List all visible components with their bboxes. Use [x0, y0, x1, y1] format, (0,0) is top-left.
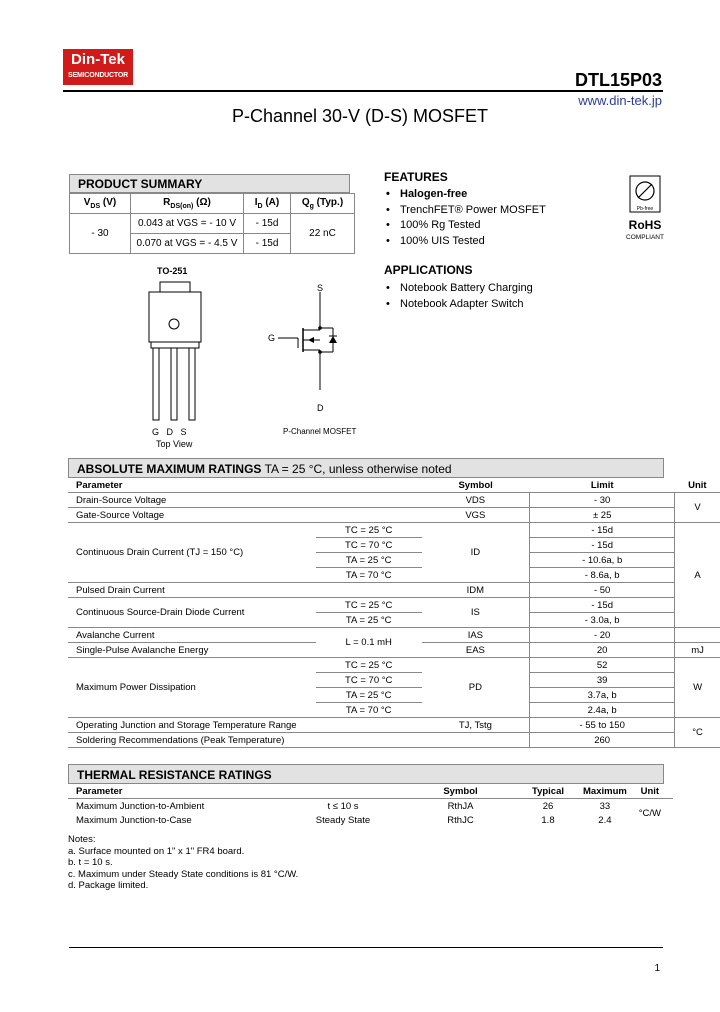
amr-symbol: VGS [422, 508, 530, 523]
amr-limit: - 55 to 150 [530, 718, 675, 733]
note-item: b. t = 10 s. [68, 857, 113, 868]
thermal-col-parameter: Parameter [76, 785, 123, 797]
notes [68, 834, 298, 892]
amr-condition: TA = 70 °C [316, 703, 422, 718]
amr-limit: 3.7a, b [530, 688, 675, 703]
schematic-s-label: S [317, 283, 324, 293]
note-item: d. Package limited. [68, 880, 149, 891]
pb-free-label: Pb-free [636, 206, 654, 212]
features-list [386, 187, 546, 249]
thermal-table [68, 784, 673, 827]
amr-unit: V [675, 493, 720, 523]
thermal-maximum: 33 [599, 800, 611, 812]
thermal-param: Maximum Junction-to-Case [76, 814, 192, 826]
thermal-typical: 1.8 [541, 814, 555, 826]
amr-symbol: VDS [422, 493, 530, 508]
thermal-col-symbol: Symbol [443, 785, 478, 797]
amr-condition: TA = 70 °C [316, 568, 422, 583]
rohs-label: RoHS [628, 218, 662, 232]
amr-symbol: EAS [422, 643, 530, 658]
id-value-1: - 15d [244, 214, 291, 234]
applications-heading: APPLICATIONS [384, 263, 473, 277]
amr-symbol: ID [422, 523, 530, 583]
col-rds: $R_{DS(on)}$ (Ω) [131, 194, 244, 214]
feature-item: • TrenchFET® Power MOSFET [386, 203, 546, 219]
amr-limit: - 10.6a, b [530, 553, 675, 568]
amr-limit: 39 [530, 673, 675, 688]
thermal-param: Maximum Junction-to-Ambient [76, 800, 205, 812]
amr-condition: TA = 25 °C [316, 688, 422, 703]
amr-col-unit: Unit [675, 478, 720, 493]
amr-param: Pulsed Drain Current [68, 583, 316, 598]
package-pins: G D S [152, 427, 187, 437]
amr-col-parameter: Parameter [68, 478, 316, 493]
logo-main-text: Din-Tek [71, 51, 125, 68]
feature-item: • Halogen-free [386, 187, 546, 203]
amr-condition: TC = 70 °C [316, 538, 422, 553]
amr-unit: °C [675, 718, 720, 748]
amr-condition: TA = 25 °C [316, 613, 422, 628]
thermal-col-maximum: Maximum [583, 785, 627, 797]
amr-param: Soldering Recommendations (Peak Temperature) [68, 733, 316, 748]
application-item: • Notebook Adapter Switch [386, 297, 533, 313]
page-number: 1 [654, 963, 660, 974]
thermal-condition: Steady State [315, 814, 371, 826]
rds-value-1: 0.043 at VGS = - 10 V [131, 214, 244, 234]
amr-symbol: IDM [422, 583, 530, 598]
amr-heading [68, 458, 664, 478]
col-vds: $V_{DS}$ (V) [70, 194, 131, 214]
note-item: a. Surface mounted on 1" x 1" FR4 board. [68, 845, 245, 857]
feature-item: • 100% UIS Tested [386, 234, 546, 250]
features-heading: FEATURES [384, 170, 448, 184]
company-logo [63, 49, 133, 85]
note-item: c. Maximum under Steady State conditions is 81 °C/W. [68, 868, 299, 880]
amr-limit: - 8.6a, b [530, 568, 675, 583]
thermal-symbol: RthJC [447, 814, 474, 826]
id-value-2: - 15d [244, 234, 291, 254]
amr-symbol: IS [422, 598, 530, 628]
amr-param: Single-Pulse Avalanche Energy [68, 643, 316, 658]
amr-heading-title: ABSOLUTE MAXIMUM RATINGS [77, 462, 262, 476]
amr-symbol: IAS [422, 628, 530, 643]
amr-limit: - 30 [530, 493, 675, 508]
logo-sub-text: SEMICONDUCTOR [68, 72, 128, 79]
vds-value: - 30 [70, 214, 131, 254]
amr-param: Drain-Source Voltage [68, 493, 316, 508]
amr-param: Avalanche Current [68, 628, 316, 643]
amr-col-limit: Limit [530, 478, 675, 493]
amr-condition: TC = 25 °C [316, 523, 422, 538]
page-title: P-Channel 30-V (D-S) MOSFET [231, 106, 489, 126]
rds-value-2: 0.070 at VGS = - 4.5 V [131, 234, 244, 254]
thermal-maximum: 2.4 [598, 814, 612, 826]
part-number: DTL15P03 [574, 70, 662, 90]
amr-unit: mJ [675, 643, 720, 658]
amr-condition: TC = 70 °C [316, 673, 422, 688]
thermal-col-typical: Typical [531, 785, 565, 797]
feature-item: • 100% Rg Tested [386, 218, 546, 234]
amr-heading-condition: TA = 25 °C, unless otherwise noted [264, 462, 452, 476]
package-view: Top View [156, 439, 193, 449]
schematic-caption: P-Channel MOSFET [283, 427, 357, 436]
amr-symbol: TJ, Tstg [422, 718, 530, 733]
amr-limit: - 50 [530, 583, 675, 598]
col-id: $I_D$ (A) [244, 194, 291, 214]
thermal-typical: 26 [542, 800, 554, 812]
amr-param: Continuous Source-Drain Diode Current [68, 598, 316, 628]
amr-limit: - 15d [530, 598, 675, 613]
amr-condition: TA = 25 °C [316, 553, 422, 568]
schematic-g-label: G [268, 333, 276, 343]
amr-limit: ± 25 [530, 508, 675, 523]
thermal-unit: °C/W [638, 807, 661, 819]
amr-unit: A [675, 523, 720, 628]
amr-limit: - 20 [530, 628, 675, 643]
website-link[interactable]: www.din-tek.jp [578, 93, 662, 108]
amr-condition: TC = 25 °C [316, 598, 422, 613]
applications-list [386, 281, 533, 312]
footer-rule [69, 947, 663, 948]
notes-heading: Notes: [68, 834, 96, 845]
qg-value: 22 nC [291, 214, 355, 254]
amr-limit: 2.4a, b [530, 703, 675, 718]
amr-condition: TC = 25 °C [316, 658, 422, 673]
product-summary-table [69, 193, 355, 254]
rohs-compliant: COMPLIANT [626, 234, 664, 241]
amr-limit: - 15d [530, 523, 675, 538]
col-qg: $Q_g$ (Typ.) [291, 194, 355, 214]
thermal-condition: t ≤ 10 s [327, 800, 359, 812]
amr-limit: 260 [530, 733, 675, 748]
amr-param: Operating Junction and Storage Temperature Range [68, 718, 316, 733]
schematic-d-label: D [317, 403, 324, 413]
package-name: TO-251 [157, 266, 188, 276]
thermal-heading: THERMAL RESISTANCE RATINGS [68, 764, 664, 784]
amr-limit: - 15d [530, 538, 675, 553]
amr-limit: 52 [530, 658, 675, 673]
mosfet-symbol-icon [270, 280, 350, 404]
package-drawing [140, 280, 210, 430]
amr-param: Maximum Power Dissipation [68, 658, 316, 718]
amr-table [68, 478, 720, 748]
product-summary-heading: PRODUCT SUMMARY [69, 174, 350, 193]
amr-limit: - 3.0a, b [530, 613, 675, 628]
amr-unit: W [675, 658, 720, 718]
thermal-symbol: RthJA [447, 800, 474, 812]
thermal-col-unit: Unit [640, 785, 660, 797]
amr-symbol: PD [422, 658, 530, 718]
amr-col-symbol: Symbol [422, 478, 530, 493]
application-item: • Notebook Battery Charging [386, 281, 533, 297]
amr-limit: 20 [530, 643, 675, 658]
amr-param: Continuous Drain Current (TJ = 150 °C) [68, 523, 316, 583]
amr-param: Gate-Source Voltage [68, 508, 316, 523]
amr-condition: L = 0.1 mH [316, 628, 422, 658]
header-rule [63, 90, 663, 92]
